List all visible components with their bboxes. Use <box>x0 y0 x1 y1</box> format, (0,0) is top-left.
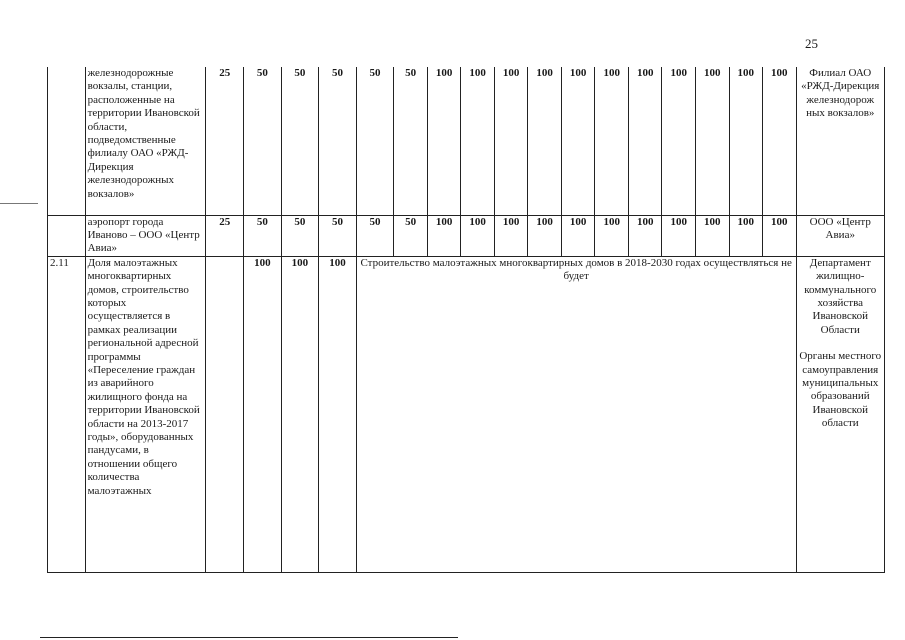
value-cell: 100 <box>662 67 696 215</box>
value-cell: 100 <box>561 215 595 256</box>
responsible-cell: Филиал ОАО «РЖД-Дирекция железнодорож ных вокзалов» <box>796 67 884 215</box>
value-cell: 50 <box>356 67 394 215</box>
value-cell: 100 <box>427 67 461 215</box>
value-cell: 50 <box>394 215 428 256</box>
value-cell: 100 <box>244 256 282 572</box>
value-cell: 100 <box>763 215 797 256</box>
value-cell: 100 <box>494 67 528 215</box>
value-cell: 100 <box>528 215 562 256</box>
value-cell: 100 <box>427 215 461 256</box>
value-cell: 50 <box>281 215 319 256</box>
responsible-main: Департамент жилищно-коммунального хозяйства Ивановской Области <box>804 256 877 336</box>
value-cell <box>206 256 244 572</box>
value-cell: 100 <box>528 67 562 215</box>
value-cell: 100 <box>281 256 319 572</box>
value-cell: 100 <box>695 215 729 256</box>
row-name-cell: железнодорожные вокзалы, станции, расположенные на территории Ивановской области, подведомственные филиалу ОАО «РЖД-Дирекция железнодорожных вокзалов» <box>85 67 206 215</box>
value-cell: 100 <box>461 67 495 215</box>
value-cell: 100 <box>628 215 662 256</box>
value-cell: 100 <box>662 215 696 256</box>
value-cell: 100 <box>595 215 629 256</box>
value-cell: 50 <box>244 67 282 215</box>
bottom-rule <box>40 637 458 638</box>
value-cell: 50 <box>244 215 282 256</box>
value-cell: 100 <box>628 67 662 215</box>
value-cell: 100 <box>729 67 763 215</box>
value-cell: 100 <box>561 67 595 215</box>
responsible-cell <box>796 256 884 572</box>
row-name-cell: аэропорт города Иваново – ООО «Центр Авиа» <box>85 215 206 256</box>
row-index-cell: 2.11 <box>48 256 86 572</box>
value-cell: 100 <box>461 215 495 256</box>
value-cell: 25 <box>206 67 244 215</box>
value-cell: 50 <box>281 67 319 215</box>
scan-artifact-line <box>0 203 38 204</box>
value-cell: 100 <box>319 256 357 572</box>
value-cell: 100 <box>695 67 729 215</box>
value-cell: 25 <box>206 215 244 256</box>
responsible-extra: Органы местного самоуправления муниципальных образований Ивановской области <box>799 350 882 430</box>
value-cell: 100 <box>763 67 797 215</box>
row-index-cell <box>48 215 86 256</box>
row-name-cell: Доля малоэтажных многоквартирных домов, строительство которых осуществляется в рамках реализации региональной адресной программы «Переселение граждан из аварийного жилищного фонда на территории Ивановской области на 2013-2017 годы», оборудованных пандусами, в отношении общего количества малоэтажных <box>85 256 206 572</box>
value-cell: 50 <box>394 67 428 215</box>
indicators-table <box>47 67 885 573</box>
value-cell: 100 <box>494 215 528 256</box>
merged-note-cell: Строительство малоэтажных многоквартирных домов в 2018-2030 годах осуществляться не будет <box>356 256 796 572</box>
value-cell: 50 <box>319 67 357 215</box>
table-row <box>48 256 885 572</box>
table-row <box>48 67 885 215</box>
value-cell: 100 <box>595 67 629 215</box>
value-cell: 50 <box>356 215 394 256</box>
page-number: 25 <box>805 36 818 51</box>
responsible-cell: ООО «Центр Авиа» <box>796 215 884 256</box>
table-row <box>48 215 885 256</box>
value-cell: 50 <box>319 215 357 256</box>
row-index-cell <box>48 67 86 215</box>
value-cell: 100 <box>729 215 763 256</box>
